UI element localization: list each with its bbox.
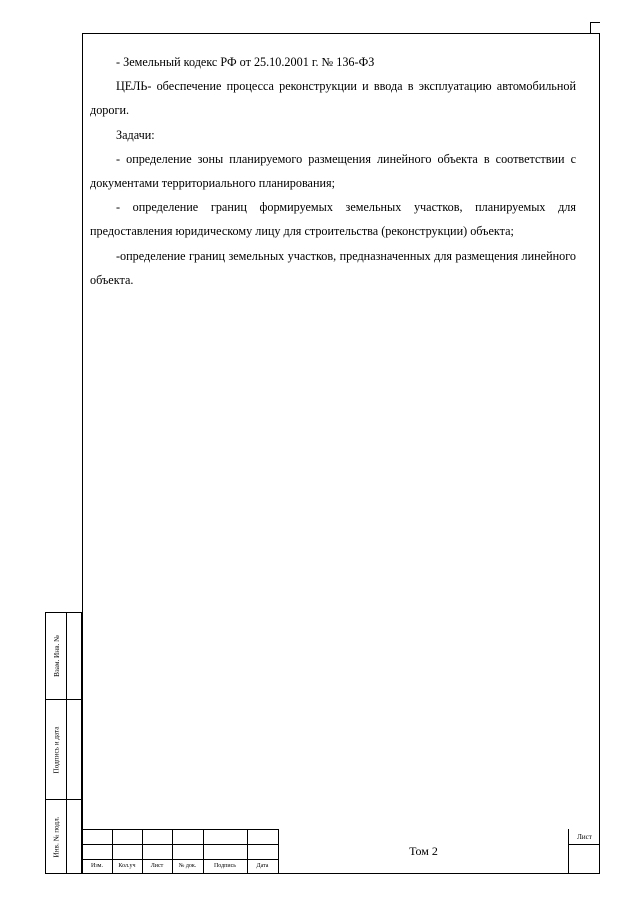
paragraph-task-2: - определение границ формируемых земельных участков, планируемых для предоставления юридическому лицу для строительства (реконструкции) объекта;	[90, 200, 576, 239]
paragraph-goal: ЦЕЛЬ- обеспечение процесса реконструкции и ввода в эксплуатацию автомобильной дороги.	[90, 79, 576, 118]
side-cell-inv-podl	[46, 800, 67, 873]
frame-corner-mark	[590, 22, 600, 33]
column-label-kol-uch: Кол.уч	[118, 863, 136, 869]
paragraph-land-code: - Земельный кодекс РФ от 25.10.2001 г. № 136-ФЗ	[116, 55, 375, 69]
column-label-izm: Изм.	[91, 863, 103, 869]
sheet-label: Лист	[577, 833, 592, 841]
column-label-signature: Подпись	[213, 863, 237, 869]
side-stamp	[45, 612, 82, 874]
column-label-date: Дата	[256, 863, 269, 869]
paragraph-task-3: -определение границ земельных участков, предназначенных для размещения линейного объекта.	[90, 248, 576, 287]
side-cell-inv-zam	[46, 613, 67, 699]
paragraph-task-1: - определение зоны планируемого размещения линейного объекта в соответствии с документами территориального планирования;	[90, 151, 576, 191]
column-label-list: Лист	[150, 863, 164, 869]
side-label-signature-date: Подпись и дата	[52, 726, 61, 773]
title-block	[82, 829, 600, 874]
side-label-inv-podl: Инв. № подл.	[52, 816, 61, 857]
column-label-doc-number: № док.	[178, 863, 197, 869]
paragraph-tasks-heading: Задачи:	[116, 127, 155, 142]
side-cell-signature	[46, 700, 67, 799]
side-label-inv-zam: Взам. Инв. №	[52, 635, 61, 677]
document-body	[90, 50, 576, 292]
document-title: Том 2	[409, 844, 438, 858]
